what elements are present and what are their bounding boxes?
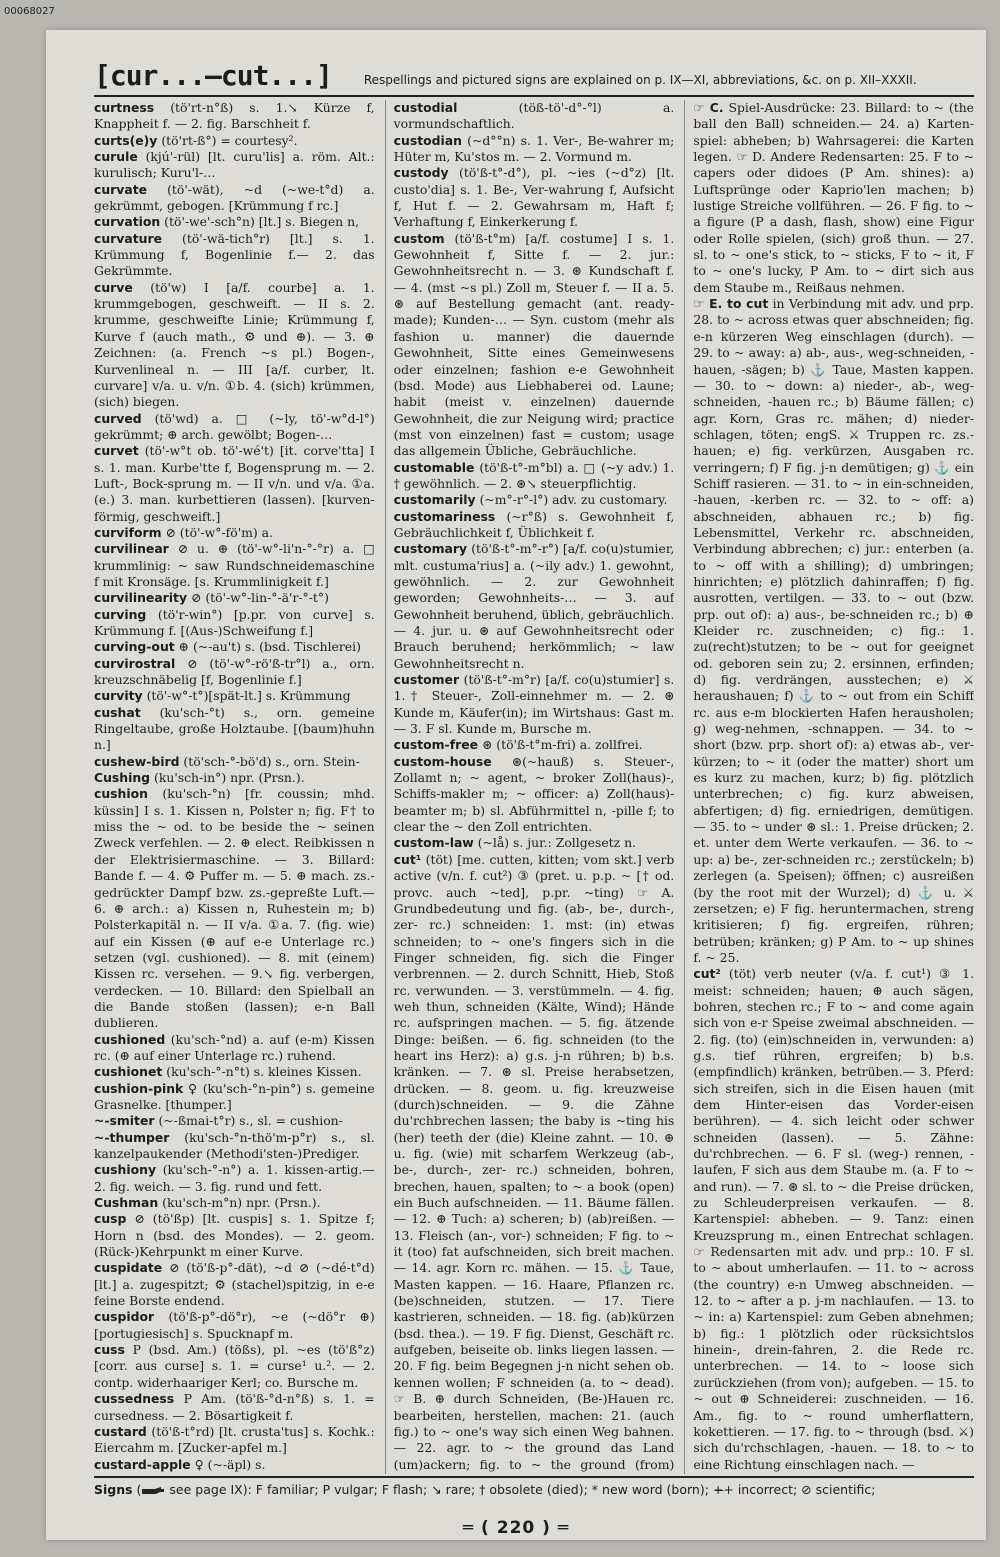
entry-headword: curtness [94,100,155,115]
entry-definition: (töt) [me. cutten, kitten; vom skt.] verb active (v/n. f. cut²) ③ (pret. u. p.p. ~ [† od. provc. auch ~ted], p.pr. ~ting) ☞ A. Grundbedeutung und fig. (ab-, be-, durch-, zer- rc.) schneiden: 1. mst: (in) etwas schneiden; to ~ one's fingers sich in die Finger schneiden, fig. sich die Finger verbrennen. — 2. durch Schnitt, Hieb, Stoß rc. verwunden. — 3. verstümmeln. — 4. fig. weh thun, schneiden (Kälte, Wind); Hände rc. aufspringen machen. — 5. fig. ätzende Dinge: beißen. — 6. fig. schneiden (to the heart ins Herz): a) g.s. j-n rühren; b) b.s. kränken. — 7. ⊛ sl. Preise herabsetzen, drücken. — 8. geom. u. fig. kreuzweise (durch)schneiden. — 9. die Zähne du'rchbrechen lassen; the baby is ~ting his (her) teeth der (die) Kleine zahnt. — 10. ⊕ u. fig. (wie) mit scharfem Werkzeug (ab-, be-, durch-, zer- rc.) schneiden, bohren, brechen, hauen, spalten; to ~ a book (open) ein Buch aufschneiden. — 11. Bäume fällen. — 12. ⊕ Tuch: a) scheren; b) (ab)reißen. — 13. Fleisch (an-, vor-) schneiden; F fig. to ~ it (too) fat aufschneiden, sich breit machen. — 14. agr. Korn rc. mähen. — 15. ⚓ Taue, Masten kappen. — 16. Haare, Pflanzen rc. (be)schneiden, stutzen. — 17. Tiere kastrieren, schneiden. — 18. fig. (ab)kürzen (bsd. thea.). — 19. F fig. Dienst, Geschäft rc. aufgeben, beiseite ob. links liegen lassen. — 20. F fig. beim Begegnen j-n nicht sehen ob. kennen wollen; F schneiden (a. to ~ dead). ☞ B. ⊕ durch Schneiden, (Be-)Hauen rc. bearbeiten, herstellen, machen: 21. (auch fig.) to ~ one's way sich einen Weg bahnen. — 22. agr. to ~ the ground das Land (um)ackern; fig. to ~ the ground (from) [393,851,675,1472]
dictionary-entry [394,492,675,508]
entry-definition: (töt) verb neuter (v/a. f. cut¹) ③ 1. meist: schneiden; hauen; ⊕ auch sägen, bohren, stechen rc.; F to ~ and come again sich von e-r Speise zweimal abschneiden. — 2. fig. (to) (ein)schneiden in, verwunden: a) g.s. tief rühren, ergreifen; b) b.s. (empfindlich) kränken, betrüben.— 3. Pferd: sich streifen, sich in die Eisen hauen (mit dem Hinter-eisen das Vorder-eisen berühren). — 4. sich leicht oder schwer schneiden (lassen). — 5. Zähne: du'rchbrechen. — 6. F sl. (weg-) rennen, -laufen, F sich aus dem Staube m. (a. F to ~ and run). — 7. ⊛ sl. to ~ die Preise drücken, zu Schleuderpreisen verkaufen. — 8. Kartenspiel: abheben. — 9. Tanz: einen Kreuzsprung m., einen Entrechat schlagen. ☞ Redensarten mit adv. und prp.: 10. F sl. to ~ about umherlaufen. — 11. to ~ across (the country) e-n Umweg abschneiden. — 12. to ~ after a p. j-m nachlaufen. — 13. to ~ in: a) Kartenspiel: zum Geben abnehmen; b) fig.: 1 plötzlich oder rücksichtslos hinein-, drein-fahren, 2. die Rede rc. unterbrechen. — 14. to ~ loose sich zurückziehen (from von); aufgeben. — 15. to ~ out ⊕ Schneiderei: zuschneiden. — 16. Am., fig. to ~ round umherflattern, kokettieren. — 17. fig. to ~ through (bsd. ⚔) sich du'rchschlagen, -hauen. — 18. to ~ to eine Richtung einschlagen nach. — [693,966,975,1472]
dictionary-entry [94,133,375,149]
entry-definition: (~lå) s. jur.: Zollgesetz n. [477,835,637,851]
entry-headword: cussedness [94,1391,175,1407]
dictionary-entry [94,590,375,606]
dictionary-entry [394,165,675,230]
entry-headword: custodial [393,100,458,115]
entry-headword: curvature [94,230,162,246]
entry-definition: (tö'ß-t°-m°r) [a/f. co(u)stumier] s. 1.† Steuer-, Zoll-einnehmer m. — 2. ⊛ Kunde m, Käufer(in); im Wirtshaus: Gast m. — 3. F sl. Kunde m, Bursche m. [393,672,675,737]
dictionary-entry [94,280,375,411]
entry-definition: ⊘ (tö'-w°-lin-°-ä'r-°-t°) [191,590,329,606]
entry-headword: curving [94,606,147,622]
dictionary-entry [94,149,375,182]
column-left [94,100,375,1474]
entry-headword: ~-thumper [94,1129,170,1145]
dictionary-entry [94,214,375,230]
entry-headword: curvation [94,214,161,230]
entry-definition: (tö'ß-t°-m°-r°) [a/f. co(u)stumier, mlt. custuma'rius] a. (~ily adv.) 1. gewohnt, gewöhnlich. — 2. zur Gewohnheit geworden; Gewohnheits-… — 3. auf Gewohnheit beruhend, üblich, gebräuchlich. — 4. jur. u. ⊛ auf Gewohnheitsrecht oder Brauch beruhend; herkömmlich; ~ law Gewohnheitsrecht n. [393,541,675,671]
entry-definition: ⊘ u. ⊕ (tö'-w°-li'n-°-°r) a. □ krummlinig: ~ saw Rundschneidemaschine f mit Kronsäge. [s. Krummlinigkeit f.] [94,541,375,589]
dictionary-entry [394,835,675,851]
entry-definition: ⊘ (tö'-w°-rö'ß-tr°l) a., orn. kreuzschnäbelig [f, Bogenlinie f.] [94,655,375,688]
entry-headword: custom-house [393,753,492,769]
entry-definition: (~d°°n) s. 1. Ver-, Be-wahrer m; Hüter m, Ku'stos m. — 2. Vormund m. [393,132,675,165]
entry-definition: (tö'-wät), ~d (~we-t°d) a. gekrümmt, gebogen. [Krümmung f rc.] [94,181,375,214]
entry-definition: (tö'ß-t°m) [a/f. costume] I s. 1. Gewohnheit f, Sitte f. — 2. jur.: Gewohnheitsrecht n. — 3. ⊛ Kundschaft f. — 4. (mst ~s pl.) Zoll m, Steuer f. — II a. 5. ⊛ auf Bestellung gemacht (ant. ready-made); Kunden-… — Syn. custom (mehr als fashion u. manner) die dauernde Gewohnheit, Sitte eines Gemeinwesens oder einzelnen; fashion e-e Gewohnheit (bsd. Mode) aus Liebhaberei od. Laune; habit (meist v. einzelnen) dauernde Gewohnheit, die zur Neigung wird; practice (mst von einzelnen) fast = custom; usage das allgemein Übliche, Gebräuchliche. [393,230,675,459]
dictionary-entry [394,133,675,166]
entry-headword: cushew-bird [94,753,180,769]
entry-definition: ⊛(~hauß) s. Steuer-, Zollamt n; ~ agent, ~ broker Zoll(haus)-, Schiffs-makler m; ~ officer: a) Zoll(haus)-beamter m; b) sl. Abführmittel n, -pille f; to clear the ~ den Zoll entrichten. [393,753,675,835]
dictionary-entry [94,541,375,590]
text-columns [94,100,974,1474]
entry-headword: customary [393,541,468,557]
entry-headword: custodian [393,132,462,148]
page-number: ═ ( 220 ) ═ [462,1518,570,1538]
dictionary-entry [94,231,375,280]
entry-headword: curvilinearity [94,590,188,606]
signs-label: Signs [94,1482,133,1497]
entry-headword: cut¹ [393,851,422,867]
entry-definition: (tö'-w°t ob. tö'-wé't) [it. corve'tta] I s. 1. man. Kurbe'tte f, Bogensprung m. — 2. Luft-, Bock-sprung m. — II v/n. und v/a. ①a.(e.) 3. man. kurbettieren (lassen). [kurven-förmig, geschweift.] [94,443,375,524]
entry-headword: custard [94,1423,147,1439]
entry-definition: ♀ (ku'sch-°n-pin°) s. gemeine Grasnelke. [thumper.] [94,1080,375,1112]
dictionary-entry [394,541,675,672]
entry-headword: ~-smiter [94,1113,155,1129]
dictionary-entry [94,705,375,754]
dictionary-page [46,30,986,1540]
entry-definition: in Verbindung mit adv. und prp. 28. to ~ across etwas quer abschneiden; fig. e-n kürzeren Weg einschlagen (durch). — 29. to ~ away: a) ab-, aus-, weg-schneiden, -hauen, -sägen; b) ⚓ Taue, Masten kappen. — 30. to ~ down: a) nieder-, ab-, weg-schneiden, -hauen rc.; b) Bäume fällen; c) agr. Korn, Gras rc. mähen; d) nieder-schlagen, töten; engS. ⚔ Truppen rc. zs.-hauen; e) fig. verkürzen, Ausgaben rc. verringern; f) F fig. j-n demütigen; g) ⚓ ein Schiff rasieren. — 31. to ~ in ein-schneiden, -hauen, -kerben rc. — 32. to ~ off: a) abschneiden, abhauen rc.; b) fig. Lebensmittel, Verkehr rc. abschneiden, Verbindung abbrechen; c) jur.: enterben (a. to ~ off with a shilling); d) umbringen; hinrichten; e) plötzlich dahinraffen; f) fig. ausrotten, vertilgen. — 33. to ~ out (bzw. prp. out of): a) aus-, be-schneiden rc.; b) ⊕ Kleider rc. zuschneiden; c) fig.: 1. zu(recht)stutzen; to be ~ out for geeignet od. geboren sein zu; 2. ersinnen, erfinden; d) fig. verdrängen, ausstechen; e) ⚔ heraushauen; f) ⚓ to ~ out from ein Schiff rc. aus e-m blockierten Hafen herausholen; g) weg-nehmen, -schnappen. — 34. to ~ short (bzw. prp. short of): a) etwas ab-, ver-kürzen; to ~ it (oder the matter) short um es kurz zu machen, kurz; b) fig. plötzlich unterbrechen; c) fig. kurz abweisen, abfertigen; d) fig. erniedrigen, demütigen. — 35. to ~ under ⊛ sl.: 1. Preise drücken; 2. et. unter dem Werte verkaufen. — 36. to ~ up: a) be-, zer-schneiden rc.; zerstückeln; b) zerlegen (a. Speisen); öffnen; c) ausreißen (by the root mit der Wurzel); d) ⚓ u. ⚔ zersetzen; e) F fig. heruntermachen, streng kritisieren; f) fig. ergreifen, rühren; betrüben; kränken; g) P Am. to ~ up shines f. ~ 25. [693,296,975,965]
entry-headword: curve [94,279,133,295]
entry-definition: (tö'r-win°) [p.pr. von curve] s. Krümmung f. [(Aus-)Schweifung f.] [94,606,375,638]
dictionary-entry [94,607,375,640]
entry-headword: custom [393,230,445,246]
entry-definition: ⊘ (tö'ßp) [lt. cuspis] s. 1. Spitze f; Horn n (bsd. des Mondes). — 2. geom. (Rück-)Kehrpunkt m einer Kurve. [94,1211,375,1260]
entry-headword [94,1473,148,1474]
dictionary-entry [394,737,675,753]
dictionary-entry [94,1064,375,1080]
header-title: [cur...—cut...] [94,59,332,92]
dictionary-entry [94,1424,375,1457]
entry-headword: cut² [693,966,721,982]
entry-definition: (tö'-wä-tich°r) [lt.] s. 1. Krümmung f, Bogenlinie f.— 2. das Gekrümmte. [94,230,375,279]
dictionary-entry [94,786,375,1031]
dictionary-entry [693,296,974,966]
entry-definition: (tö'sch-°-bö'd) s., orn. Stein- [183,753,360,769]
entry-definition: (~m°-r°-l°) adv. zu customary. [479,492,668,508]
entry-headword: curts(e)y [94,132,158,148]
entry-definition: (ku'sch-in°) npr. (Prsn.). [154,770,305,786]
entry-headword: cuspidor [94,1309,155,1325]
entry-headword: custom-law [393,835,474,851]
entry-headword: cushioned [94,1031,166,1047]
entry-definition: (ku'sch-°-n°) a. 1. kissen-artig.— 2. fig. weich. — 3. fig. rund und fett. [94,1162,375,1194]
entry-headword: curviform [94,524,162,540]
entry-definition: (tö'-we'-sch°n) [lt.] s. Biegen n, [164,214,360,230]
entry-definition: P Am. (tö'ß-°d-n°ß) s. 1. = cursedness. — 2. Bösartigkeit f. [94,1391,375,1423]
entry-headword: cushiony [94,1162,157,1178]
entry-definition: ⊘ (tö'-w°-fö'm) a. [165,524,273,540]
entry-definition: (ku'sch-m°n) npr. (Prsn.). [162,1195,321,1211]
dictionary-entry [94,656,375,689]
entry-headword: cushion [94,786,148,802]
dictionary-entry [94,100,375,133]
entry-headword: cushion-pink [94,1080,184,1096]
page-header [94,55,974,97]
entry-definition: (ku'sch-°nd) a. auf (e-m) Kissen rc. (⊕ auf einer Unterlage rc.) ruhend. [94,1031,375,1063]
entry-headword: cusp [94,1211,127,1227]
dictionary-entry [394,852,675,1474]
entry-definition: ⊛ (tö'ß-t°m-fri) a. zollfrei. [481,737,643,753]
entry-definition: (tö'rt-n°ß) s. 1.↘ Kürze f, Knappheit f. — 2. fig. Barschheit f. [94,100,375,132]
entry-headword: customable [393,459,475,475]
entry-headword: ☞ E. to cut [693,296,769,312]
dictionary-entry [94,411,375,444]
dictionary-entry [94,1211,375,1260]
dictionary-entry [94,1195,375,1211]
column-middle [385,100,675,1474]
entry-definition: (ku'sch-°-n°t) s. kleines Kissen. [166,1064,362,1080]
dictionary-entry [394,509,675,542]
dictionary-entry [394,754,675,836]
entry-definition: (~r°ß) s. Gewohnheit f, Gebräuchlichkeit f, Üblichkeit f. [393,508,675,540]
entry-definition: ⊘ (tö'ß-p°-dät), ~d ⊘ (~dé-t°d) [lt.] a. zugespitzt; ⚙ (stachel)spitzig, in e-e feine Borste endend. [94,1260,375,1309]
entry-definition: (ku'sch-°n-thö'm-p°r) s., sl. kanzelpaukender (Methodi'sten-)Prediger. [94,1129,375,1161]
entry-definition: (tö'w) I [a/f. courbe] a. 1. krummgebogen, geschweift. — II s. 2. krumme, geschweifte Linie; Krümmung f, Kurve f (auch math., ⚙ und ⊕). — 3. ⊕ Zeichnen: (a. French ~s pl.) Bogen-, Kurvenlineal n. — III [a/f. curber, lt. curvare] v/a. u. v/n. ①b. 4. (sich) krümmen, (sich) biegen. [94,279,375,410]
entry-headword: Cushman [94,1195,159,1211]
dictionary-entry [394,672,675,737]
entry-definition: P (bsd. Am.) (tößs), pl. ~es (tö'ß°z) [corr. aus curse] s. 1. = curse¹ u.². — 2. contp. widerhaariger Kerl; co. Bursche m. [94,1342,375,1390]
entry-headword: cuspidate [94,1260,163,1276]
entry-headword: Cushing [94,770,151,786]
signs-legend: Signs ( see page IX): F familiar; P vulgar; F flash; ↘ rare; † obsolete (died); * new word (born); +̶+ incorrect; ⊘ scientific; [94,1482,876,1497]
dictionary-entry [94,754,375,770]
entry-headword: cuss [94,1342,125,1358]
dictionary-entry [94,1391,375,1424]
scan-id: 00068027 [4,6,55,17]
entry-definition: (tö'ß-p°-dö°r), ~e (~dö°r ⊕) [portugiesisch] s. Spucknapf m. [94,1309,375,1341]
entry-headword: customariness [393,508,496,524]
entry-headword: curvet [94,443,139,459]
entry-definition: Spiel-Ausdrücke: 23. Billard: to ~ (the ball den Ball) schneiden.— 24. a) Karten-spiel: abheben; b) Wahrsagerei: die Karten legen. ☞ D. Andere Redensarten: 25. F to ~ capers oder didoes (P Am. shines): a) Luftsprünge oder Kaprio'len machen; b) lustige Streiche vollführen. — 26. F fig. to ~ a figure (P a dash, flash, show) eine Figur oder Rolle spielen, (sich) groß thun. — 27. sl. to ~ one's stick, to ~ sticks, F to ~ it, F to ~ one's lucky, P Am. to ~ dirt sich aus dem Staube m., Reißaus nehmen. [693,100,975,295]
entry-definition: (ku'sch-°t) s., orn. gemeine Ringeltaube, große Holztaube. [(baum)huhn n.] [94,704,375,753]
header-note: Respellings and pictured signs are explained on p. IX—XI, abbreviations, &c. on p. XII–XXXII. [363,73,917,87]
dictionary-entry [94,1342,375,1391]
footer-rule [94,1476,974,1478]
dictionary-entry [94,688,375,704]
entry-definition: ♀ (~-äpl) s. [194,1456,266,1472]
dictionary-entry [94,1032,375,1065]
entry-headword: curule [94,149,138,165]
entry-headword: curvate [94,181,148,197]
dictionary-entry [693,100,974,296]
entry-definition: (~-ßmai-t°r) s., sl. = cushion- [158,1113,343,1129]
entry-definition: (tö'ß-t°-d°), pl. ~ies (~d°z) [lt. custo'dia] s. 1. Be-, Ver-wahrung f, Aufsicht f, Hut f. — 2. Gewahrsam m, Haft f; Verhaftung f, Einkerkerung f. [393,165,675,230]
entry-headword: customarily [393,492,476,508]
entry-headword: customer [393,672,460,688]
entry-headword: custom-free [393,737,479,753]
entry-definition: (kjú'-rül) [lt. curu'lis] a. röm. Alt.: kurulisch; Kuru'l-… [94,149,375,181]
entry-headword: cushat [94,704,141,720]
dictionary-entry [94,525,375,541]
column-right [684,100,974,1474]
entry-definition: (tö'rt-ß°) = courtesy². [161,132,298,148]
entry-definition: (töß-tö'-d°-°l) a. vormundschaftlich. [393,100,675,132]
entry-headword: custard-apple [94,1456,191,1472]
entry-definition: (ku'sch-°n) [fr. coussin; mhd. küssin] I s. 1. Kissen n, Polster n; fig. F† to miss the ~ od. to be beside the ~ seinen Zweck verfehlen. — 2. ⊕ elect. Reibkissen n der Elektrisiermaschine. — 3. Billard: Bande f. — 4. ⚙ Puffer m. — 5. ⊕ mach. zs.-gedrückter Dampf bzw. zs.-gepreßte Luft.— 6. ⊕ arch.: a) Kissen n, Ruhestein m; b) Polsterkapitäl n. — II v/a. ①a. 7. (fig. wie) auf ein Kissen (⊕ auf e-e Unterlage rc.) setzen (vgl. cushioned). — 8. mit (einem) Kissen rc. versehen. — 9.↘ fig. verbergen, verdecken. — 10. Billard: den Spielball an die Bande stoßen (lassen); e-n Ball dublieren. [94,786,375,1031]
entry-definition: (tö'ß-t°rd) [lt. crusta'tus] s. Kochk.: Eiercahm m. [Zucker-apfel m.] [94,1423,375,1456]
dictionary-entry [94,1309,375,1342]
entry-definition: (tö'ß-t°-m°bl) a. □ (~y adv.) 1. † gewöhnlich. — 2. ⊛↘ steuerpflichtig. [393,459,675,491]
dictionary-entry [94,770,375,786]
entry-headword: curvilinear [94,541,169,557]
page-number-value: 220 [496,1518,536,1538]
dictionary-entry [394,231,675,460]
dictionary-entry [94,1113,375,1129]
entry-definition: (tö'-w°-t°)[spät-lt.] s. Krümmung [146,688,351,704]
entry-definition: (tö'wd) a. □ (~ly, tö'-w°d-l°) gekrümmt; ⊕ arch. gewölbt; Bogen-… [94,410,375,442]
dictionary-entry [94,182,375,215]
entry-headword: cushionet [94,1064,163,1080]
dictionary-entry [94,443,375,525]
dictionary-entry [94,1130,375,1163]
dictionary-entry [94,639,375,655]
entry-headword: custody [393,165,449,181]
entry-headword: curvity [94,688,143,704]
dictionary-entry [94,1260,375,1309]
dictionary-entry [693,966,974,1473]
entry-headword: curving-out [94,639,175,655]
pointing-hand-icon [141,1486,165,1496]
entry-headword: curved [94,410,142,426]
dictionary-entry [394,100,675,133]
dictionary-entry [94,1473,375,1474]
entry-headword: curvirostral [94,655,176,671]
entry-headword: ☞ C. [693,100,724,115]
dictionary-entry [94,1081,375,1114]
dictionary-entry [394,460,675,493]
signs-ref: see page IX): [169,1482,252,1497]
entry-definition: ⊕ (~-au't) s. (bsd. Tischlerei) [178,639,361,655]
signs-list: F familiar; P vulgar; F flash; ↘ rare; † obsolete (died); * new word (born); +̶+ incorrect; ⊘ scientific; [255,1482,876,1497]
dictionary-entry [94,1457,375,1473]
dictionary-entry [94,1162,375,1195]
